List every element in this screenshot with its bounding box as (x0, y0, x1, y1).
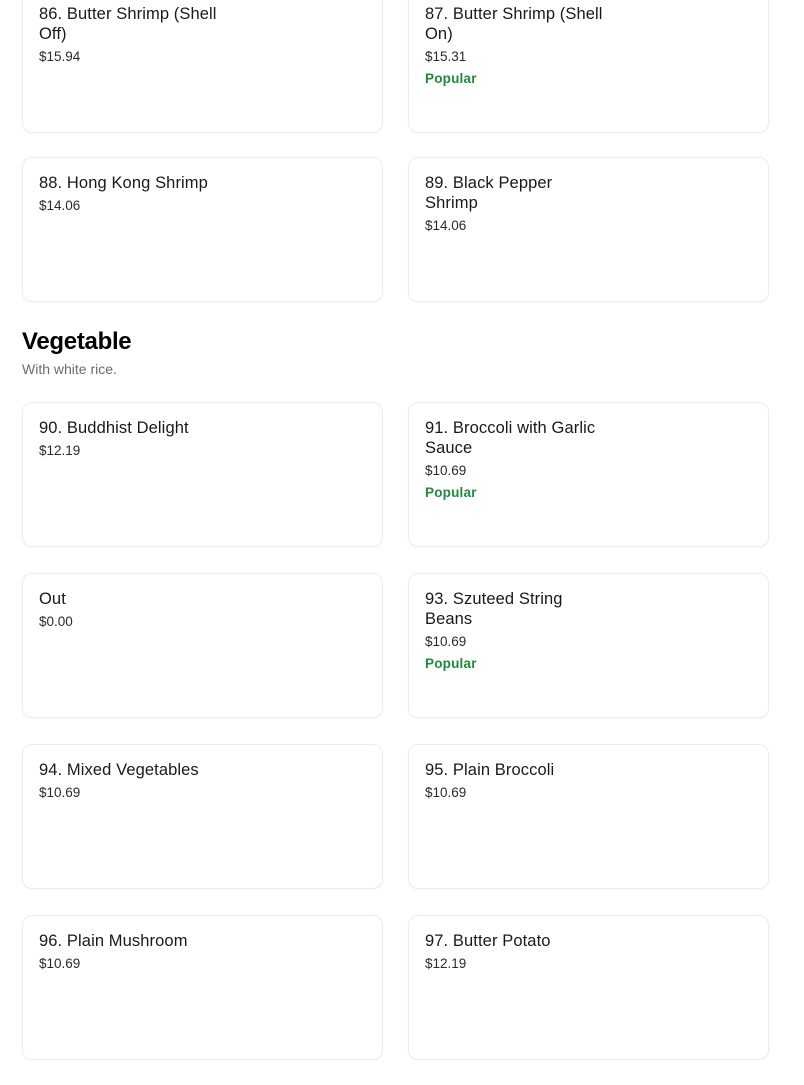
item-name: 87. Butter Shrimp (Shell On) (425, 5, 603, 43)
menu-item-card[interactable] (408, 915, 769, 1060)
item-price: $14.06 (425, 218, 467, 233)
item-price: $0.00 (39, 614, 73, 629)
menu-item-card[interactable] (408, 402, 769, 547)
item-price: $15.94 (39, 49, 81, 64)
menu-item-card[interactable] (22, 573, 383, 718)
menu-item-card[interactable] (22, 744, 383, 889)
menu-item-card[interactable] (408, 0, 769, 133)
menu-item-card[interactable] (408, 573, 769, 718)
item-name: 89. Black Pepper Shrimp (425, 174, 553, 212)
menu-item-card[interactable] (22, 402, 383, 547)
menu-item-card[interactable] (408, 157, 769, 302)
item-name: 90. Buddhist Delight (39, 419, 189, 437)
item-name: 91. Broccoli with Garlic Sauce (425, 419, 596, 457)
item-price: $14.06 (39, 198, 81, 213)
item-name: 86. Butter Shrimp (Shell Off) (39, 5, 217, 43)
item-name: 97. Butter Potato (425, 932, 551, 950)
item-price: $15.31 (425, 49, 467, 64)
item-name: 94. Mixed Vegetables (39, 761, 199, 779)
item-price: $10.69 (425, 634, 467, 649)
item-price: $10.69 (425, 785, 467, 800)
item-price: $12.19 (425, 956, 467, 971)
item-name: 88. Hong Kong Shrimp (39, 174, 208, 192)
menu-item-card[interactable] (22, 157, 383, 302)
item-price: $12.19 (39, 443, 81, 458)
menu-item-card[interactable] (22, 0, 383, 133)
item-name: 93. Szuteed String Beans (425, 590, 563, 628)
menu-item-card[interactable] (408, 744, 769, 889)
item-price: $10.69 (39, 785, 81, 800)
item-name: 95. Plain Broccoli (425, 761, 555, 779)
popular-badge: Popular (425, 656, 477, 671)
popular-badge: Popular (425, 71, 477, 86)
item-name: 96. Plain Mushroom (39, 932, 188, 950)
popular-badge: Popular (425, 485, 477, 500)
section-subtitle: With white rice. (22, 361, 117, 377)
section-title: Vegetable (22, 328, 132, 355)
menu-item-card[interactable] (22, 915, 383, 1060)
item-price: $10.69 (425, 463, 467, 478)
item-name: Out (39, 590, 66, 608)
item-price: $10.69 (39, 956, 81, 971)
